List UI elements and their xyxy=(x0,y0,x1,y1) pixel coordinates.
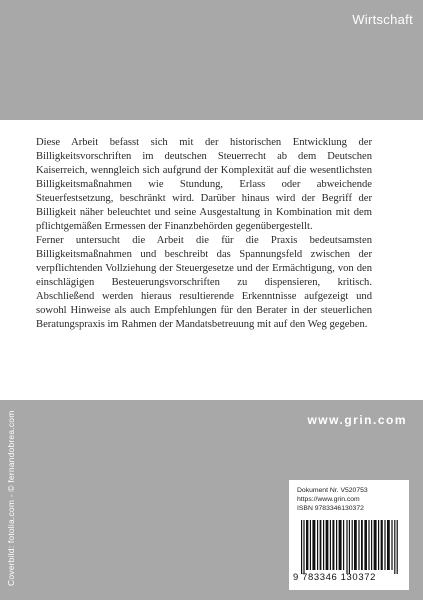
barcode-digits: 9 783346 130372 xyxy=(293,572,376,583)
blurb-paragraph-1: Diese Arbeit befasst sich mit der historischen Entwicklung der Billigkeitsvorschriften im deutschen Steuerrecht ab dem Deutschen Kaiserreich, wenngleich sich aufgrund der Komplexität auf die wesentlichsten Billigkeitsmaßnahmen wie Stundung, Erlass oder abweichende Steuerfestsetzung, beschränkt wird. Darüber hinaus wird der Begriff der Billigkeit näher beleuchtet und seine Ausgestaltung in Kombination mit dem pflichtgemäßen Ermessen der Finanzbehörden gegenübergestellt. xyxy=(36,137,372,232)
barcode-meta xyxy=(297,486,368,513)
cover-image-credit: Coverbild: fotolia.com - © fernandobrea.com xyxy=(6,410,16,586)
publisher-url: www.grin.com xyxy=(307,413,407,427)
blurb-paragraph-2: Ferner untersucht die Arbeit die für die Praxis bedeutsamsten Billigkeitsmaßnahmen und beschreibt das Spannungsfeld zwischen der verpflichtenden Vollziehung der Steuergesetze und der Ermächtigung, von den einschlägigen Besteuerungsvorschriften zu dispensieren, kritisch. Abschließend werden hieraus resultierende Erkenntnisse aufgezeigt und sowohl Hinweise als auch Empfehlungen für den Berater in der steuerlichen Beratungspraxis im Rahmen der Mandatsbetreuung mit auf den Weg gegeben. xyxy=(36,235,372,330)
barcode-icon xyxy=(299,520,401,574)
barcode-box xyxy=(289,480,409,590)
category-label: Wirtschaft xyxy=(352,12,413,27)
blurb-text xyxy=(36,136,372,332)
top-gray-band xyxy=(0,0,423,120)
document-number: Dokument Nr. V520753 xyxy=(297,487,368,494)
isbn-label: ISBN 9783346130372 xyxy=(297,505,364,512)
document-link: https://www.grin.com xyxy=(297,496,360,503)
